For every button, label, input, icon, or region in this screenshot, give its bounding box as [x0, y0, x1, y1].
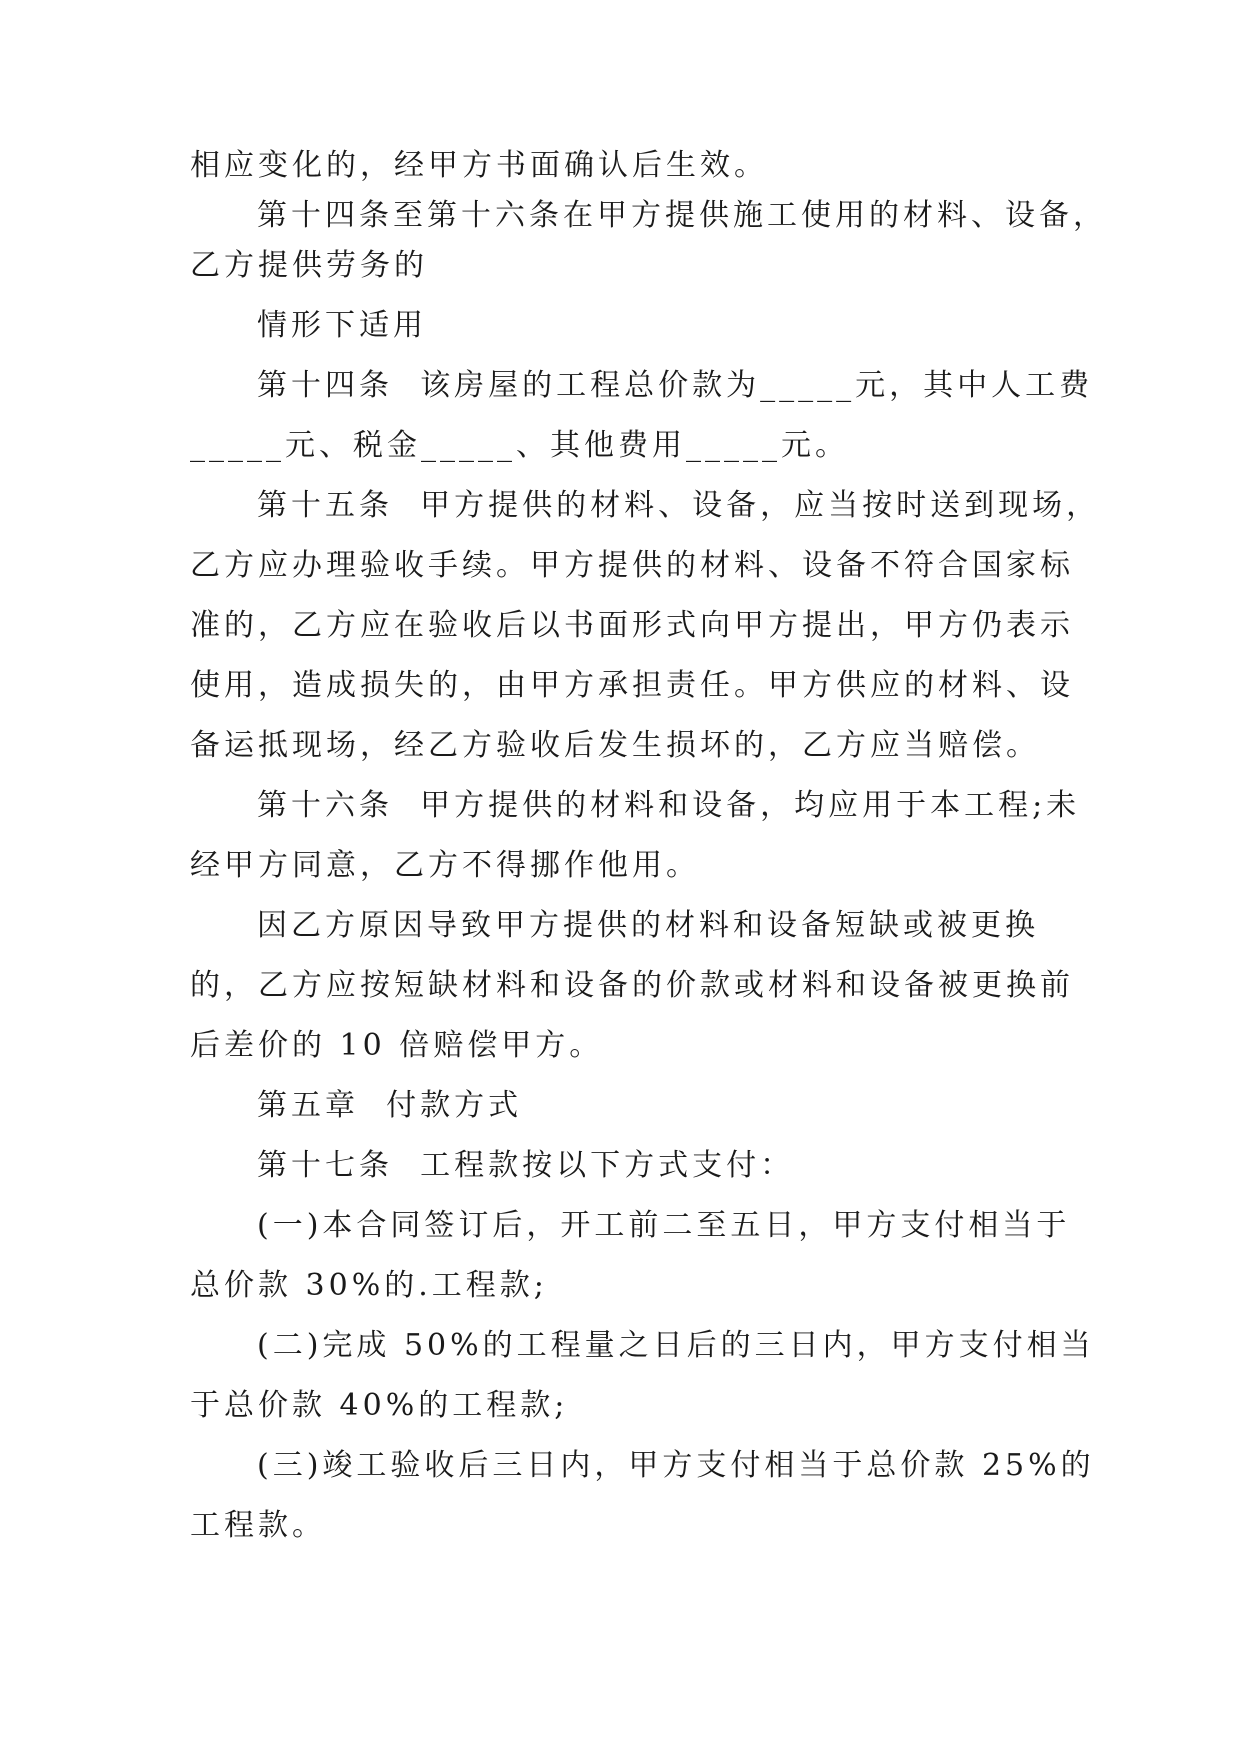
text-line: 第十六条 甲方提供的材料和设备，均应用于本工程;未: [257, 788, 1081, 823]
text-line: 经甲方同意，乙方不得挪作他用。: [190, 848, 700, 883]
text-line: (二)完成 50%的工程量之日后的三日内，甲方支付相当: [257, 1328, 1095, 1363]
text-line: 第十四条至第十六条在甲方提供施工使用的材料、设备，: [257, 198, 1107, 233]
text-line: 情形下适用: [257, 308, 427, 343]
text-line: (三)竣工验收后三日内，甲方支付相当于总价款 25%的: [257, 1448, 1095, 1483]
text-line: 乙方提供劳务的: [190, 248, 428, 283]
text-line: _____元、税金_____、其他费用_____元。: [190, 428, 849, 463]
text-line: 因乙方原因导致甲方提供的材料和设备短缺或被更换: [257, 908, 1039, 943]
text-line: 工程款。: [190, 1508, 326, 1543]
text-line: 使用，造成损失的，由甲方承担责任。甲方供应的材料、设: [190, 668, 1074, 703]
text-line: 第十五条 甲方提供的材料、设备，应当按时送到现场，: [257, 488, 1101, 523]
text-line: 准的，乙方应在验收后以书面形式向甲方提出，甲方仍表示: [190, 608, 1074, 643]
text-line: 乙方应办理验收手续。甲方提供的材料、设备不符合国家标: [190, 548, 1074, 583]
section-heading: 第五章 付款方式: [257, 1088, 523, 1123]
text-line: 备运抵现场，经乙方验收后发生损坏的，乙方应当赔偿。: [190, 728, 1040, 763]
text-line: (一)本合同签订后，开工前二至五日，甲方支付相当于: [257, 1208, 1071, 1243]
text-line: 的，乙方应按短缺材料和设备的价款或材料和设备被更换前: [190, 968, 1074, 1003]
text-line: 总价款 30%的.工程款;: [190, 1268, 548, 1303]
text-line: 第十四条 该房屋的工程总价款为_____元，其中人工费: [257, 368, 1094, 403]
text-line: 于总价款 40%的工程款;: [190, 1388, 569, 1423]
text-line: 相应变化的，经甲方书面确认后生效。: [190, 148, 768, 183]
text-line: 后差价的 10 倍赔偿甲方。: [190, 1028, 604, 1063]
text-line: 第十七条 工程款按以下方式支付：: [257, 1148, 795, 1183]
